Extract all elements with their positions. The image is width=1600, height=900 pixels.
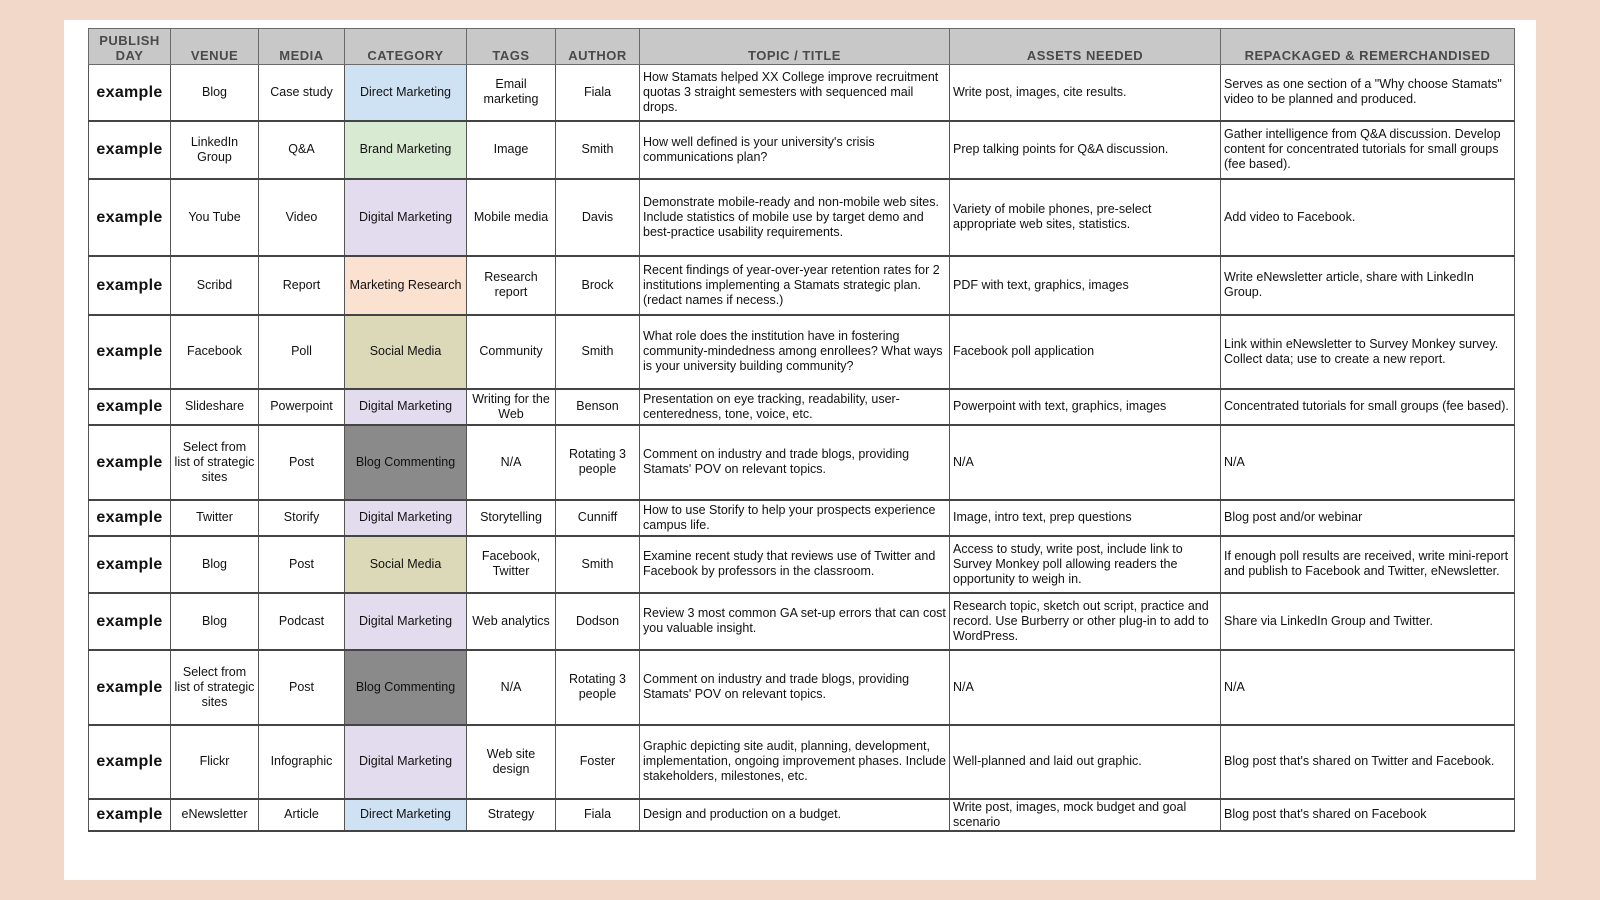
- table-row: [89, 725, 1515, 799]
- table-row: [89, 799, 1515, 831]
- category-cell: Blog Commenting: [345, 425, 467, 500]
- category-cell: Social Media: [345, 315, 467, 389]
- assets-cell: Variety of mobile phones, pre-select appropriate web sites, statistics.: [950, 179, 1221, 256]
- media-cell: Case study: [259, 65, 345, 121]
- table-row: [89, 500, 1515, 536]
- repackaged-cell: If enough poll results are received, write mini-report and publish to Facebook and Twitter, eNewsletter.: [1221, 536, 1515, 593]
- publish-day-cell: example: [89, 500, 171, 536]
- table-row: [89, 650, 1515, 725]
- media-cell: Podcast: [259, 593, 345, 650]
- table-row: [89, 315, 1515, 389]
- tags-cell: Web analytics: [467, 593, 556, 650]
- header-publish-day: PUBLISH DAY: [89, 29, 171, 65]
- assets-cell: Access to study, write post, include link to Survey Monkey poll allowing readers the opportunity to weigh in.: [950, 536, 1221, 593]
- table-row: [89, 593, 1515, 650]
- repackaged-cell: Serves as one section of a "Why choose Stamats" video to be planned and produced.: [1221, 65, 1515, 121]
- table-body: [89, 65, 1515, 831]
- content-calendar-table: [88, 28, 1515, 832]
- author-cell: Rotating 3 people: [556, 650, 640, 725]
- publish-day-cell: example: [89, 536, 171, 593]
- table-row: [89, 179, 1515, 256]
- repackaged-cell: N/A: [1221, 650, 1515, 725]
- category-cell: Digital Marketing: [345, 725, 467, 799]
- topic-cell: Recent findings of year-over-year retention rates for 2 institutions implementing a Stamats strategic plan. (redact names if necess.): [640, 256, 950, 315]
- author-cell: Fiala: [556, 65, 640, 121]
- header-category: CATEGORY: [345, 29, 467, 65]
- topic-cell: What role does the institution have in fostering community-mindedness among enrollees? What ways is your university building community?: [640, 315, 950, 389]
- topic-cell: Demonstrate mobile-ready and non-mobile web sites. Include statistics of mobile use by target demo and best-practice usability requirements.: [640, 179, 950, 256]
- category-cell: Digital Marketing: [345, 593, 467, 650]
- venue-cell: Facebook: [171, 315, 259, 389]
- assets-cell: Well-planned and laid out graphic.: [950, 725, 1221, 799]
- repackaged-cell: Link within eNewsletter to Survey Monkey survey. Collect data; use to create a new report.: [1221, 315, 1515, 389]
- media-cell: Powerpoint: [259, 389, 345, 425]
- assets-cell: PDF with text, graphics, images: [950, 256, 1221, 315]
- assets-cell: Image, intro text, prep questions: [950, 500, 1221, 536]
- topic-cell: Comment on industry and trade blogs, providing Stamats' POV on relevant topics.: [640, 650, 950, 725]
- header-row: [89, 29, 1515, 65]
- category-cell: Blog Commenting: [345, 650, 467, 725]
- category-cell: Digital Marketing: [345, 500, 467, 536]
- topic-cell: Presentation on eye tracking, readability, user-centeredness, tone, voice, etc.: [640, 389, 950, 425]
- author-cell: Smith: [556, 315, 640, 389]
- tags-cell: Web site design: [467, 725, 556, 799]
- tags-cell: N/A: [467, 650, 556, 725]
- assets-cell: Powerpoint with text, graphics, images: [950, 389, 1221, 425]
- tags-cell: Facebook, Twitter: [467, 536, 556, 593]
- media-cell: Storify: [259, 500, 345, 536]
- venue-cell: LinkedIn Group: [171, 121, 259, 179]
- venue-cell: Blog: [171, 536, 259, 593]
- author-cell: Rotating 3 people: [556, 425, 640, 500]
- publish-day-cell: example: [89, 725, 171, 799]
- spreadsheet-sheet: [64, 20, 1536, 880]
- publish-day-cell: example: [89, 425, 171, 500]
- tags-cell: Strategy: [467, 799, 556, 831]
- assets-cell: N/A: [950, 650, 1221, 725]
- author-cell: Davis: [556, 179, 640, 256]
- assets-cell: Facebook poll application: [950, 315, 1221, 389]
- repackaged-cell: Gather intelligence from Q&A discussion. Develop content for concentrated tutorials for small groups (fee based).: [1221, 121, 1515, 179]
- venue-cell: You Tube: [171, 179, 259, 256]
- topic-cell: How to use Storify to help your prospects experience campus life.: [640, 500, 950, 536]
- publish-day-cell: example: [89, 65, 171, 121]
- topic-cell: How Stamats helped XX College improve recruitment quotas 3 straight semesters with sequenced mail drops.: [640, 65, 950, 121]
- publish-day-cell: example: [89, 121, 171, 179]
- author-cell: Cunniff: [556, 500, 640, 536]
- repackaged-cell: Blog post that's shared on Facebook: [1221, 799, 1515, 831]
- table-row: [89, 256, 1515, 315]
- author-cell: Dodson: [556, 593, 640, 650]
- assets-cell: Research topic, sketch out script, practice and record. Use Burberry or other plug-in to add to WordPress.: [950, 593, 1221, 650]
- topic-cell: Comment on industry and trade blogs, providing Stamats' POV on relevant topics.: [640, 425, 950, 500]
- repackaged-cell: Share via LinkedIn Group and Twitter.: [1221, 593, 1515, 650]
- media-cell: Report: [259, 256, 345, 315]
- repackaged-cell: Write eNewsletter article, share with LinkedIn Group.: [1221, 256, 1515, 315]
- media-cell: Post: [259, 536, 345, 593]
- tags-cell: Email marketing: [467, 65, 556, 121]
- category-cell: Digital Marketing: [345, 179, 467, 256]
- repackaged-cell: Add video to Facebook.: [1221, 179, 1515, 256]
- publish-day-cell: example: [89, 650, 171, 725]
- topic-cell: Graphic depicting site audit, planning, development, implementation, ongoing improvement phases. Include stakeholders, milestones, etc.: [640, 725, 950, 799]
- author-cell: Smith: [556, 536, 640, 593]
- category-cell: Brand Marketing: [345, 121, 467, 179]
- table-row: [89, 65, 1515, 121]
- venue-cell: Twitter: [171, 500, 259, 536]
- tags-cell: Mobile media: [467, 179, 556, 256]
- author-cell: Benson: [556, 389, 640, 425]
- table-row: [89, 389, 1515, 425]
- media-cell: Article: [259, 799, 345, 831]
- repackaged-cell: N/A: [1221, 425, 1515, 500]
- assets-cell: Prep talking points for Q&A discussion.: [950, 121, 1221, 179]
- venue-cell: Slideshare: [171, 389, 259, 425]
- table-row: [89, 536, 1515, 593]
- topic-cell: Examine recent study that reviews use of Twitter and Facebook by professors in the classroom.: [640, 536, 950, 593]
- tags-cell: N/A: [467, 425, 556, 500]
- venue-cell: Blog: [171, 593, 259, 650]
- header-venue: VENUE: [171, 29, 259, 65]
- venue-cell: Scribd: [171, 256, 259, 315]
- repackaged-cell: Blog post and/or webinar: [1221, 500, 1515, 536]
- venue-cell: Select from list of strategic sites: [171, 650, 259, 725]
- assets-cell: N/A: [950, 425, 1221, 500]
- author-cell: Foster: [556, 725, 640, 799]
- author-cell: Brock: [556, 256, 640, 315]
- table-row: [89, 425, 1515, 500]
- media-cell: Video: [259, 179, 345, 256]
- venue-cell: Flickr: [171, 725, 259, 799]
- publish-day-cell: example: [89, 315, 171, 389]
- category-cell: Marketing Research: [345, 256, 467, 315]
- repackaged-cell: Blog post that's shared on Twitter and Facebook.: [1221, 725, 1515, 799]
- author-cell: Fiala: [556, 799, 640, 831]
- media-cell: Post: [259, 425, 345, 500]
- media-cell: Post: [259, 650, 345, 725]
- assets-cell: Write post, images, cite results.: [950, 65, 1221, 121]
- header-assets: ASSETS NEEDED: [950, 29, 1221, 65]
- header-tags: TAGS: [467, 29, 556, 65]
- publish-day-cell: example: [89, 389, 171, 425]
- topic-cell: Design and production on a budget.: [640, 799, 950, 831]
- tags-cell: Research report: [467, 256, 556, 315]
- topic-cell: Review 3 most common GA set-up errors that can cost you valuable insight.: [640, 593, 950, 650]
- repackaged-cell: Concentrated tutorials for small groups (fee based).: [1221, 389, 1515, 425]
- tags-cell: Storytelling: [467, 500, 556, 536]
- header-topic: TOPIC / TITLE: [640, 29, 950, 65]
- venue-cell: eNewsletter: [171, 799, 259, 831]
- header-author: AUTHOR: [556, 29, 640, 65]
- media-cell: Poll: [259, 315, 345, 389]
- assets-cell: Write post, images, mock budget and goal scenario: [950, 799, 1221, 831]
- author-cell: Smith: [556, 121, 640, 179]
- header-media: MEDIA: [259, 29, 345, 65]
- tags-cell: Community: [467, 315, 556, 389]
- tags-cell: Writing for the Web: [467, 389, 556, 425]
- tags-cell: Image: [467, 121, 556, 179]
- category-cell: Direct Marketing: [345, 65, 467, 121]
- category-cell: Social Media: [345, 536, 467, 593]
- venue-cell: Blog: [171, 65, 259, 121]
- category-cell: Direct Marketing: [345, 799, 467, 831]
- publish-day-cell: example: [89, 179, 171, 256]
- media-cell: Q&A: [259, 121, 345, 179]
- media-cell: Infographic: [259, 725, 345, 799]
- header-repackaged: REPACKAGED & REMERCHANDISED: [1221, 29, 1515, 65]
- venue-cell: Select from list of strategic sites: [171, 425, 259, 500]
- category-cell: Digital Marketing: [345, 389, 467, 425]
- publish-day-cell: example: [89, 593, 171, 650]
- topic-cell: How well defined is your university's crisis communications plan?: [640, 121, 950, 179]
- table-row: [89, 121, 1515, 179]
- publish-day-cell: example: [89, 799, 171, 831]
- publish-day-cell: example: [89, 256, 171, 315]
